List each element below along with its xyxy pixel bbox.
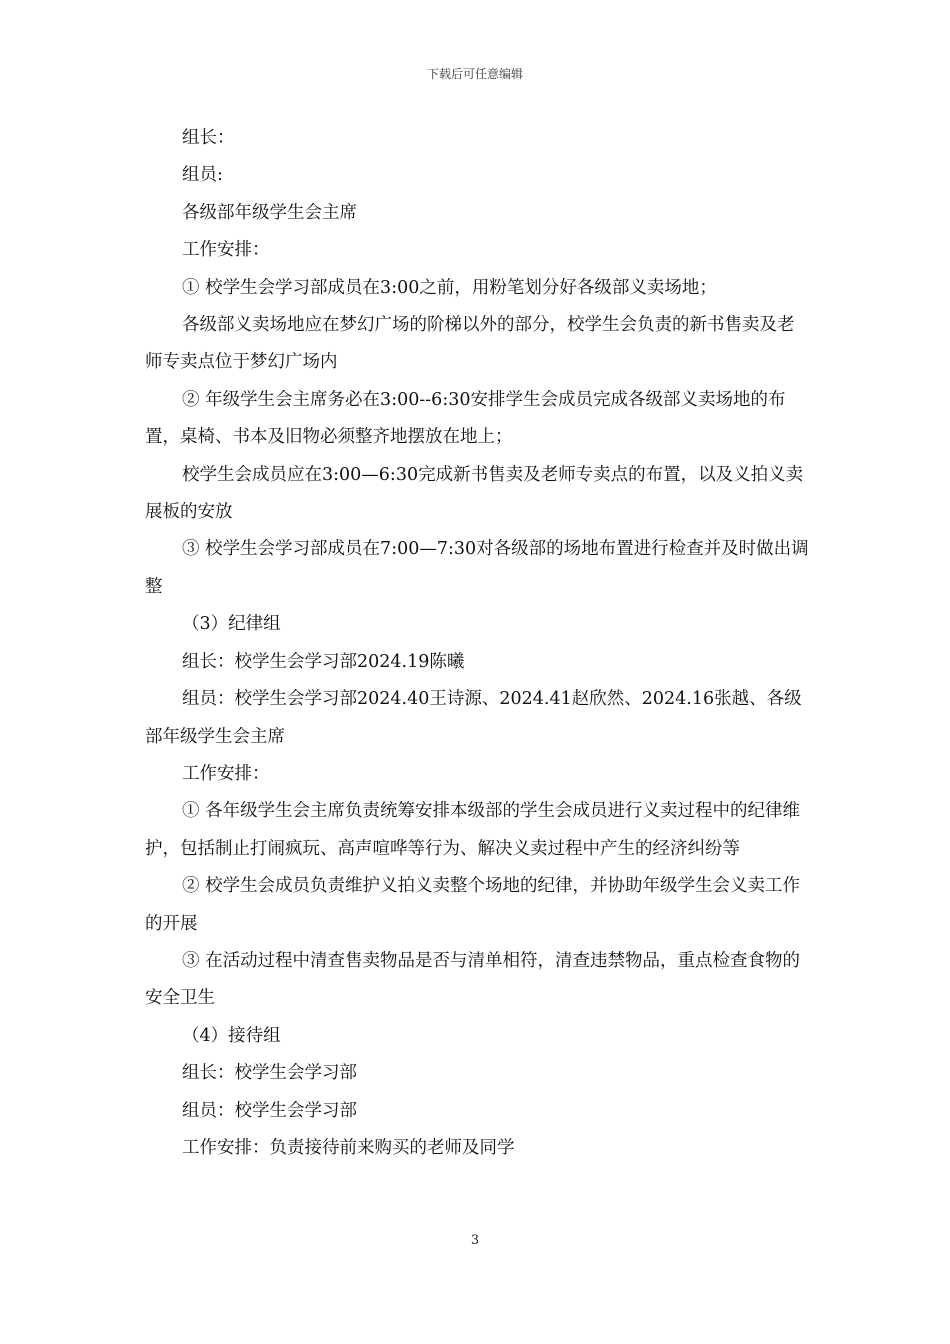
discipline-work-heading: 工作安排： <box>182 763 270 784</box>
discipline-leader: 组长：校学生会学习部2024.19陈曦 <box>182 651 465 672</box>
section-heading-reception: （4）接待组 <box>182 1025 281 1046</box>
document-body <box>145 120 810 1167</box>
reception-work: 工作安排：负责接待前来购买的老师及同学 <box>182 1137 515 1158</box>
section-heading-discipline: （3）纪律组 <box>182 614 281 635</box>
arrangement-note-2: 校学生会成员应在3:00—6:30完成新书售卖及老师专卖点的布置，以及义拍义卖展板的安放 <box>145 464 804 523</box>
page-number: 3 <box>470 1233 480 1248</box>
discipline-item-2: ② 校学生会成员负责维护义拍义卖整个场地的纪律，并协助年级学生会义卖工作的开展 <box>145 876 801 934</box>
discipline-item-3: ③ 在活动过程中清查售卖物品是否与清单相符，清查违禁物品，重点检查食物的安全卫生 <box>145 950 801 1009</box>
arrangement-note-1: 各级部义卖场地应在梦幻广场的阶梯以外的部分，校学生会负责的新书售卖及老师专卖点位于梦幻广场内 <box>145 315 795 373</box>
discipline-members: 组员：校学生会学习部2024.40王诗源、2024.41赵欣然、2024.16张越、各级部年级学生会主席 <box>145 689 802 747</box>
leader-line: 组长： <box>182 128 235 148</box>
reception-members: 组员：校学生会学习部 <box>182 1100 357 1121</box>
work-arrangement-heading: 工作安排： <box>182 240 270 261</box>
reception-leader: 组长：校学生会学习部 <box>182 1063 357 1084</box>
arrangement-item-1: ① 校学生会学习部成员在3:00之前，用粉笔划分好各级部义卖场地； <box>182 277 717 298</box>
members-detail: 各级部年级学生会主席 <box>182 202 357 223</box>
discipline-item-1: ① 各年级学生会主席负责统筹安排本级部的学生会成员进行义卖过程中的纪律维护，包括制止打闹疯玩、高声喧哗等行为、解决义卖过程中产生的经济纠纷等 <box>145 801 801 859</box>
members-line: 组员: <box>182 165 223 186</box>
page-header: 下载后可任意编辑 <box>426 67 523 81</box>
arrangement-item-3: ③ 校学生会学习部成员在7:00—7:30对各级部的场地布置进行检查并及时做出调整 <box>145 539 809 597</box>
arrangement-item-2: ② 年级学生会主席务必在3:00--6:30安排学生会成员完成各级部义卖场地的布置，桌椅、书本及旧物必须整齐地摆放在地上； <box>145 389 786 448</box>
